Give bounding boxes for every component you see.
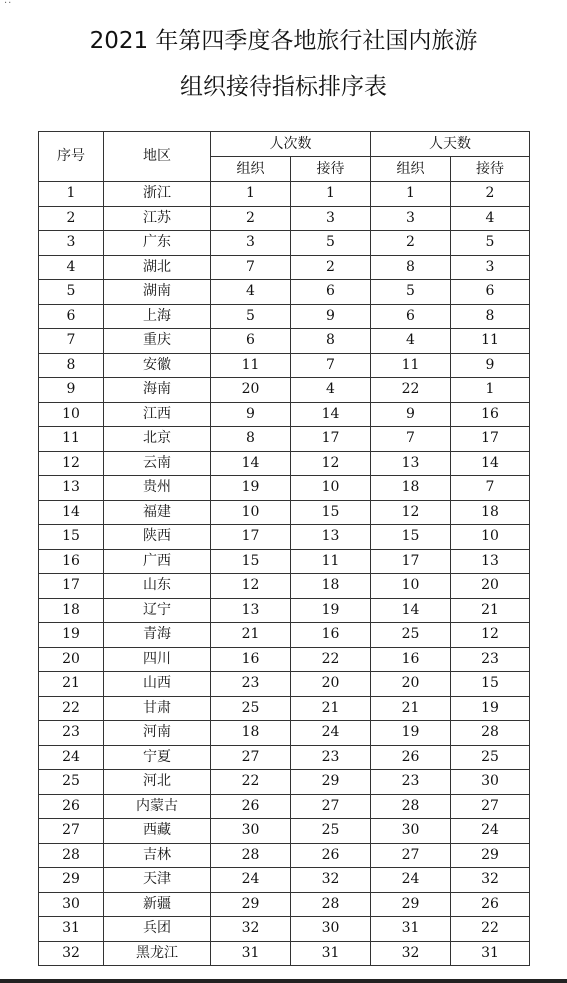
header-person-times: 人次数 <box>211 132 371 157</box>
cell-person-days-organize: 16 <box>371 647 451 672</box>
cell-seq: 18 <box>39 598 104 623</box>
table-row <box>39 476 530 501</box>
cell-person-times-organize: 17 <box>211 525 291 550</box>
cell-person-days-receive: 17 <box>451 427 530 452</box>
cell-person-times-receive: 28 <box>291 892 371 917</box>
cell-person-days-organize: 7 <box>371 427 451 452</box>
table-body <box>39 182 530 966</box>
cell-person-times-organize: 27 <box>211 745 291 770</box>
table-row <box>39 574 530 599</box>
cell-region: 湖南 <box>104 280 211 305</box>
cell-region: 浙江 <box>104 182 211 207</box>
cell-seq: 32 <box>39 941 104 966</box>
cell-person-days-organize: 5 <box>371 280 451 305</box>
cell-person-days-receive: 29 <box>451 843 530 868</box>
cell-person-days-organize: 29 <box>371 892 451 917</box>
cell-person-times-receive: 23 <box>291 745 371 770</box>
cell-person-times-receive: 6 <box>291 280 371 305</box>
cell-person-times-organize: 21 <box>211 623 291 648</box>
cell-region: 内蒙古 <box>104 794 211 819</box>
cell-person-days-receive: 28 <box>451 721 530 746</box>
cell-person-times-receive: 31 <box>291 941 371 966</box>
table-row <box>39 549 530 574</box>
cell-person-times-organize: 4 <box>211 280 291 305</box>
cell-region: 江苏 <box>104 206 211 231</box>
cell-person-times-receive: 30 <box>291 917 371 942</box>
cell-seq: 17 <box>39 574 104 599</box>
cell-region: 山东 <box>104 574 211 599</box>
cell-person-days-organize: 14 <box>371 598 451 623</box>
cell-person-times-organize: 20 <box>211 378 291 403</box>
cell-person-times-receive: 12 <box>291 451 371 476</box>
cell-person-days-organize: 32 <box>371 941 451 966</box>
table-row <box>39 696 530 721</box>
cell-seq: 19 <box>39 623 104 648</box>
table-row <box>39 402 530 427</box>
cell-seq: 29 <box>39 868 104 893</box>
cell-region: 甘肃 <box>104 696 211 721</box>
cell-person-times-receive: 11 <box>291 549 371 574</box>
cell-person-days-receive: 6 <box>451 280 530 305</box>
cell-person-times-receive: 13 <box>291 525 371 550</box>
table-row <box>39 892 530 917</box>
cell-region: 云南 <box>104 451 211 476</box>
cell-person-days-receive: 10 <box>451 525 530 550</box>
cell-seq: 5 <box>39 280 104 305</box>
cell-person-days-receive: 26 <box>451 892 530 917</box>
table-row <box>39 427 530 452</box>
cell-person-days-organize: 30 <box>371 819 451 844</box>
cell-region: 河北 <box>104 770 211 795</box>
header-person-times-organize: 组织 <box>211 157 291 182</box>
cell-seq: 10 <box>39 402 104 427</box>
cell-person-days-receive: 14 <box>451 451 530 476</box>
cell-person-days-organize: 3 <box>371 206 451 231</box>
cell-person-times-receive: 5 <box>291 231 371 256</box>
cell-person-times-receive: 16 <box>291 623 371 648</box>
cell-seq: 22 <box>39 696 104 721</box>
cell-person-times-receive: 22 <box>291 647 371 672</box>
cell-person-days-receive: 22 <box>451 917 530 942</box>
cell-person-times-receive: 17 <box>291 427 371 452</box>
cell-person-days-organize: 12 <box>371 500 451 525</box>
cell-person-times-organize: 22 <box>211 770 291 795</box>
table-row <box>39 182 530 207</box>
cell-person-times-organize: 19 <box>211 476 291 501</box>
cell-region: 福建 <box>104 500 211 525</box>
cell-person-days-receive: 27 <box>451 794 530 819</box>
cell-person-days-organize: 27 <box>371 843 451 868</box>
bottom-edge-bar <box>0 979 567 983</box>
cell-seq: 13 <box>39 476 104 501</box>
cell-person-times-receive: 19 <box>291 598 371 623</box>
cell-person-days-organize: 31 <box>371 917 451 942</box>
cell-person-days-organize: 22 <box>371 378 451 403</box>
page-title-line-1: 2021 年第四季度各地旅行社国内旅游 <box>89 28 478 54</box>
page-title-line-2: 组织接待指标排序表 <box>180 74 387 100</box>
cell-person-days-organize: 8 <box>371 255 451 280</box>
cell-seq: 28 <box>39 843 104 868</box>
cell-person-days-organize: 6 <box>371 304 451 329</box>
cell-person-times-receive: 14 <box>291 402 371 427</box>
cell-person-times-organize: 24 <box>211 868 291 893</box>
cell-person-days-receive: 8 <box>451 304 530 329</box>
cell-person-days-organize: 26 <box>371 745 451 770</box>
cell-region: 江西 <box>104 402 211 427</box>
cell-person-days-organize: 1 <box>371 182 451 207</box>
cell-person-times-organize: 14 <box>211 451 291 476</box>
table-row <box>39 721 530 746</box>
header-person-days-organize: 组织 <box>371 157 451 182</box>
cell-seq: 21 <box>39 672 104 697</box>
cell-person-days-receive: 31 <box>451 941 530 966</box>
cell-person-days-organize: 24 <box>371 868 451 893</box>
cell-person-times-organize: 7 <box>211 255 291 280</box>
cell-seq: 12 <box>39 451 104 476</box>
cell-person-days-organize: 18 <box>371 476 451 501</box>
cell-person-times-organize: 11 <box>211 353 291 378</box>
cell-region: 上海 <box>104 304 211 329</box>
cell-region: 四川 <box>104 647 211 672</box>
table-row <box>39 378 530 403</box>
cell-region: 西藏 <box>104 819 211 844</box>
cell-region: 新疆 <box>104 892 211 917</box>
table-row <box>39 353 530 378</box>
cell-seq: 25 <box>39 770 104 795</box>
cell-person-days-receive: 4 <box>451 206 530 231</box>
cell-person-times-receive: 3 <box>291 206 371 231</box>
header-person-times-receive: 接待 <box>291 157 371 182</box>
cell-person-times-receive: 4 <box>291 378 371 403</box>
table-row <box>39 451 530 476</box>
cell-region: 河南 <box>104 721 211 746</box>
cell-person-times-organize: 16 <box>211 647 291 672</box>
cell-person-days-organize: 20 <box>371 672 451 697</box>
cell-seq: 6 <box>39 304 104 329</box>
cell-region: 天津 <box>104 868 211 893</box>
cell-person-times-organize: 6 <box>211 329 291 354</box>
cell-person-days-receive: 23 <box>451 647 530 672</box>
cell-person-days-receive: 32 <box>451 868 530 893</box>
header-seq: 序号 <box>39 132 104 182</box>
table-header <box>39 132 530 182</box>
cell-seq: 20 <box>39 647 104 672</box>
header-person-days: 人天数 <box>371 132 530 157</box>
cell-person-days-receive: 5 <box>451 231 530 256</box>
cell-person-times-organize: 9 <box>211 402 291 427</box>
cell-person-days-organize: 25 <box>371 623 451 648</box>
cell-person-days-receive: 1 <box>451 378 530 403</box>
cell-person-times-receive: 10 <box>291 476 371 501</box>
cell-person-times-organize: 12 <box>211 574 291 599</box>
cell-person-times-organize: 13 <box>211 598 291 623</box>
table-row <box>39 917 530 942</box>
cell-seq: 30 <box>39 892 104 917</box>
cell-seq: 11 <box>39 427 104 452</box>
table-row <box>39 304 530 329</box>
cell-person-times-organize: 28 <box>211 843 291 868</box>
cell-person-days-receive: 15 <box>451 672 530 697</box>
cell-seq: 9 <box>39 378 104 403</box>
cell-person-days-receive: 11 <box>451 329 530 354</box>
cell-seq: 23 <box>39 721 104 746</box>
table-row <box>39 255 530 280</box>
cell-seq: 26 <box>39 794 104 819</box>
cell-person-days-organize: 28 <box>371 794 451 819</box>
header-region: 地区 <box>104 132 211 182</box>
cell-region: 广西 <box>104 549 211 574</box>
cell-person-days-organize: 23 <box>371 770 451 795</box>
cell-person-times-organize: 30 <box>211 819 291 844</box>
cell-region: 宁夏 <box>104 745 211 770</box>
cell-person-days-receive: 13 <box>451 549 530 574</box>
cell-region: 湖北 <box>104 255 211 280</box>
cell-person-times-organize: 26 <box>211 794 291 819</box>
cell-region: 海南 <box>104 378 211 403</box>
cell-person-times-organize: 2 <box>211 206 291 231</box>
cell-person-times-organize: 29 <box>211 892 291 917</box>
cell-region: 兵团 <box>104 917 211 942</box>
cell-seq: 7 <box>39 329 104 354</box>
table-row <box>39 941 530 966</box>
cell-person-days-organize: 15 <box>371 525 451 550</box>
cell-person-times-receive: 32 <box>291 868 371 893</box>
cell-region: 贵州 <box>104 476 211 501</box>
cell-person-days-receive: 24 <box>451 819 530 844</box>
cell-region: 黑龙江 <box>104 941 211 966</box>
cell-seq: 16 <box>39 549 104 574</box>
table-row <box>39 647 530 672</box>
cell-person-times-receive: 18 <box>291 574 371 599</box>
cell-region: 青海 <box>104 623 211 648</box>
cell-person-days-receive: 30 <box>451 770 530 795</box>
cell-seq: 31 <box>39 917 104 942</box>
cell-seq: 8 <box>39 353 104 378</box>
cell-person-times-organize: 8 <box>211 427 291 452</box>
cell-person-times-organize: 32 <box>211 917 291 942</box>
table-row <box>39 672 530 697</box>
table-row <box>39 525 530 550</box>
table-row <box>39 206 530 231</box>
cell-seq: 2 <box>39 206 104 231</box>
table-row <box>39 231 530 256</box>
cell-seq: 14 <box>39 500 104 525</box>
corner-dots-decoration: ·· <box>4 0 13 9</box>
header-person-days-receive: 接待 <box>451 157 530 182</box>
cell-region: 陕西 <box>104 525 211 550</box>
cell-person-times-receive: 15 <box>291 500 371 525</box>
cell-seq: 24 <box>39 745 104 770</box>
table-row <box>39 623 530 648</box>
cell-person-times-receive: 27 <box>291 794 371 819</box>
cell-person-times-receive: 9 <box>291 304 371 329</box>
cell-person-times-receive: 8 <box>291 329 371 354</box>
cell-person-days-receive: 18 <box>451 500 530 525</box>
cell-person-times-organize: 3 <box>211 231 291 256</box>
table-row <box>39 598 530 623</box>
cell-person-days-receive: 20 <box>451 574 530 599</box>
cell-person-days-receive: 3 <box>451 255 530 280</box>
cell-person-times-organize: 10 <box>211 500 291 525</box>
cell-person-times-organize: 15 <box>211 549 291 574</box>
cell-person-times-receive: 7 <box>291 353 371 378</box>
cell-person-days-receive: 7 <box>451 476 530 501</box>
cell-seq: 27 <box>39 819 104 844</box>
cell-seq: 4 <box>39 255 104 280</box>
cell-person-times-receive: 29 <box>291 770 371 795</box>
cell-person-times-receive: 21 <box>291 696 371 721</box>
cell-region: 安徽 <box>104 353 211 378</box>
cell-person-days-organize: 17 <box>371 549 451 574</box>
table-row <box>39 329 530 354</box>
cell-person-times-receive: 25 <box>291 819 371 844</box>
cell-person-times-receive: 24 <box>291 721 371 746</box>
table-row <box>39 770 530 795</box>
cell-person-days-organize: 10 <box>371 574 451 599</box>
cell-person-times-organize: 5 <box>211 304 291 329</box>
table-row <box>39 280 530 305</box>
cell-region: 北京 <box>104 427 211 452</box>
cell-person-days-receive: 16 <box>451 402 530 427</box>
cell-person-days-organize: 11 <box>371 353 451 378</box>
cell-seq: 15 <box>39 525 104 550</box>
cell-seq: 1 <box>39 182 104 207</box>
cell-person-times-organize: 1 <box>211 182 291 207</box>
cell-person-times-organize: 23 <box>211 672 291 697</box>
cell-region: 辽宁 <box>104 598 211 623</box>
cell-person-times-receive: 1 <box>291 182 371 207</box>
cell-person-days-organize: 19 <box>371 721 451 746</box>
cell-person-days-receive: 9 <box>451 353 530 378</box>
cell-person-times-receive: 2 <box>291 255 371 280</box>
cell-region: 吉林 <box>104 843 211 868</box>
cell-person-times-organize: 25 <box>211 696 291 721</box>
cell-person-days-receive: 2 <box>451 182 530 207</box>
cell-person-days-receive: 12 <box>451 623 530 648</box>
cell-seq: 3 <box>39 231 104 256</box>
cell-region: 山西 <box>104 672 211 697</box>
cell-region: 广东 <box>104 231 211 256</box>
ranking-table <box>38 131 530 966</box>
cell-person-days-organize: 21 <box>371 696 451 721</box>
cell-person-days-receive: 21 <box>451 598 530 623</box>
cell-person-times-organize: 18 <box>211 721 291 746</box>
cell-person-times-organize: 31 <box>211 941 291 966</box>
cell-person-times-receive: 26 <box>291 843 371 868</box>
cell-person-days-organize: 4 <box>371 329 451 354</box>
cell-person-days-organize: 2 <box>371 231 451 256</box>
table-row <box>39 500 530 525</box>
table-row <box>39 868 530 893</box>
table-row <box>39 794 530 819</box>
table-row <box>39 843 530 868</box>
table-row <box>39 745 530 770</box>
cell-person-days-receive: 19 <box>451 696 530 721</box>
cell-person-days-organize: 9 <box>371 402 451 427</box>
cell-person-times-receive: 20 <box>291 672 371 697</box>
cell-person-days-receive: 25 <box>451 745 530 770</box>
cell-person-days-organize: 13 <box>371 451 451 476</box>
cell-region: 重庆 <box>104 329 211 354</box>
table-row <box>39 819 530 844</box>
